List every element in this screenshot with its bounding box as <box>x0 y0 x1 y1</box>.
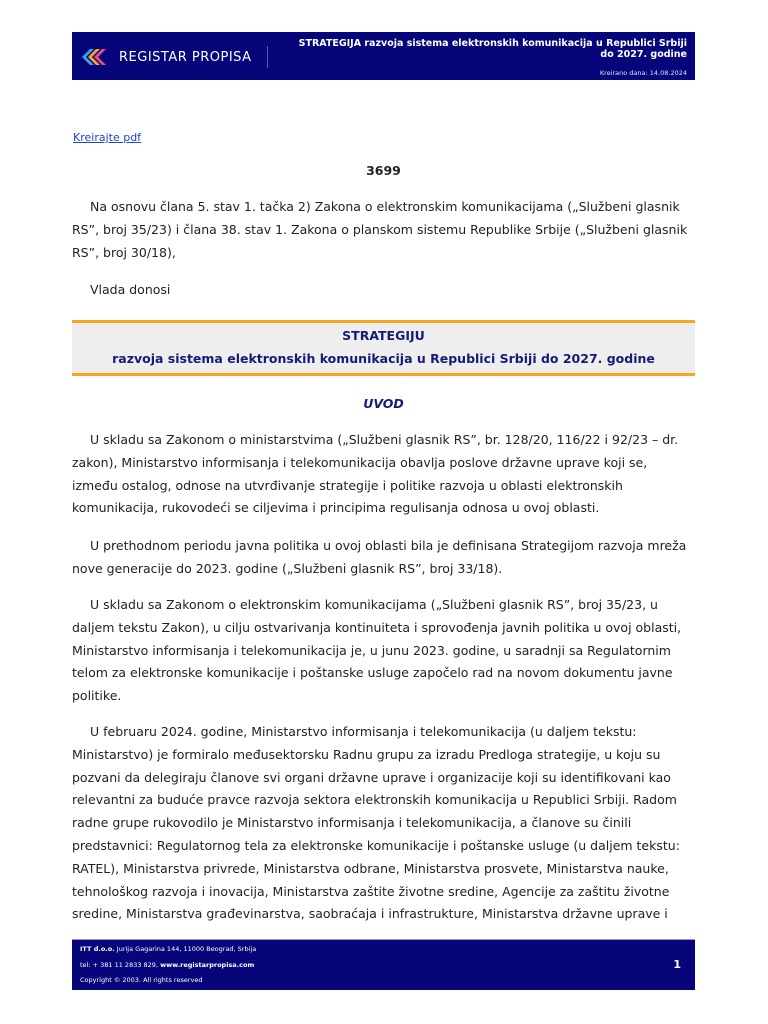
page-number: 1 <box>673 958 681 971</box>
preamble-text: Na osnovu člana 5. stav 1. tačka 2) Zakona o elektronskim komunikacijama („Službeni glasnik RS”, broj 35/23) i člana 38. stav 1. Zakona o planskom sistemu Republike Srbije („Službeni glasnik RS”, broj 30/18), <box>72 199 688 260</box>
body-paragraph <box>72 594 695 708</box>
paragraph-text: U skladu sa Zakonom o elektronskim komunikacijama („Službeni glasnik RS”, broj 35/23, u daljem tekstu Zakon), u cilju ostvarivanja kontinuiteta i sprovođenja javnih politika u ovoj oblasti, Ministarstvo informisanja i telekomunikacija je, u junu 2023. godine, u saradnji sa Regulatornim telom za elektronske komunikacije i poštanske usluge započelo rad na novom dokumentu javne politike. <box>72 597 682 704</box>
footer-address-line <box>80 945 256 953</box>
brand-name: REGISTAR PROPISA <box>119 50 252 65</box>
document-footer <box>72 939 695 990</box>
footer-phone: tel: + 381 11 2833 829, <box>80 961 161 969</box>
preamble-paragraph <box>72 196 695 264</box>
paragraph-text: U februaru 2024. godine, Ministarstvo informisanja i telekomunikacija (u daljem tekstu: Ministarstvo) je formiralo međusektorsku Radnu grupu za izradu Predloga strategije, u koju su pozvani da delegiraju članove svi organi državne uprave i organizacije koji su identifikovani kao relevantni za buduće pravce razvoja sektora elektronskih komunikacija u Republici Srbiji. Radom radne grupe rukovodilo je Ministarstvo informisanja i telekomunikacija, a članove su činili predstavnici: Regulatornog tela za elektronske komunikacije i poštanske usluge (u daljem tekstu: RATEL), Ministarstva privrede, Ministarstva odbrane, Ministarstva prosvete, Ministarstva nauke, tehnološkog razvoja i inovacija, Ministarstva zaštite životne sredine, Agencije za zaštitu životne sredine, Ministarstva građevinarstva, saobraćaja i infrastrukture, Ministarstva državne uprave i <box>72 724 680 922</box>
vlada-text: Vlada donosi <box>90 282 171 297</box>
footer-website-link[interactable]: www.registarpropisa.com <box>160 961 255 969</box>
section-heading: UVOD <box>363 396 404 411</box>
footer-contact-line <box>80 961 254 969</box>
vlada-paragraph <box>72 279 695 302</box>
header-document-title: STRATEGIJA razvoja sistema elektronskih komunikacija u Republici Srbiji do 2027. godine <box>298 38 687 60</box>
footer-company: ITT d.o.o. <box>80 945 115 953</box>
footer-top-rule <box>72 939 695 940</box>
paragraph-text: U skladu sa Zakonom o ministarstvima („Službeni glasnik RS”, br. 128/20, 116/22 i 92/23 – dr. zakon), Ministarstvo informisanja i telekomunikacija obavlja poslove državne uprave koji se, između ostalog, odnose na utvrđivanje strategije i politike razvoja u oblasti elektronskih komunikacija, rukovodeći se ciljevima i principima regulisanja odnosa u ovoj oblasti. <box>72 432 679 516</box>
strategy-title-line1: STRATEGIJU <box>342 328 425 343</box>
footer-copyright: Copyright © 2003. All rights reserved <box>80 976 203 984</box>
header-created-date: Kreirano dana: 14.08.2024 <box>599 69 687 77</box>
strategy-title-line2: razvoja sistema elektronskih komunikacija u Republici Srbiji do 2027. godine <box>112 351 655 366</box>
registar-propisa-logo-icon <box>82 47 108 67</box>
body-paragraph <box>72 721 695 926</box>
paragraph-text: U prethodnom periodu javna politika u ovoj oblasti bila je definisana Strategijom razvoja mreža nove generacije do 2023. godine („Službeni glasnik RS”, broj 33/18). <box>72 538 687 576</box>
body-paragraph <box>72 535 695 581</box>
body-paragraph <box>72 429 695 520</box>
footer-address: Jurija Gagarina 144, 11000 Beograd, Srbija <box>116 945 257 953</box>
create-pdf-link[interactable]: Kreirajte pdf <box>73 131 142 144</box>
document-header <box>72 32 695 80</box>
strategy-title-box <box>72 320 695 376</box>
document-number: 3699 <box>366 163 401 178</box>
header-divider <box>267 46 268 68</box>
